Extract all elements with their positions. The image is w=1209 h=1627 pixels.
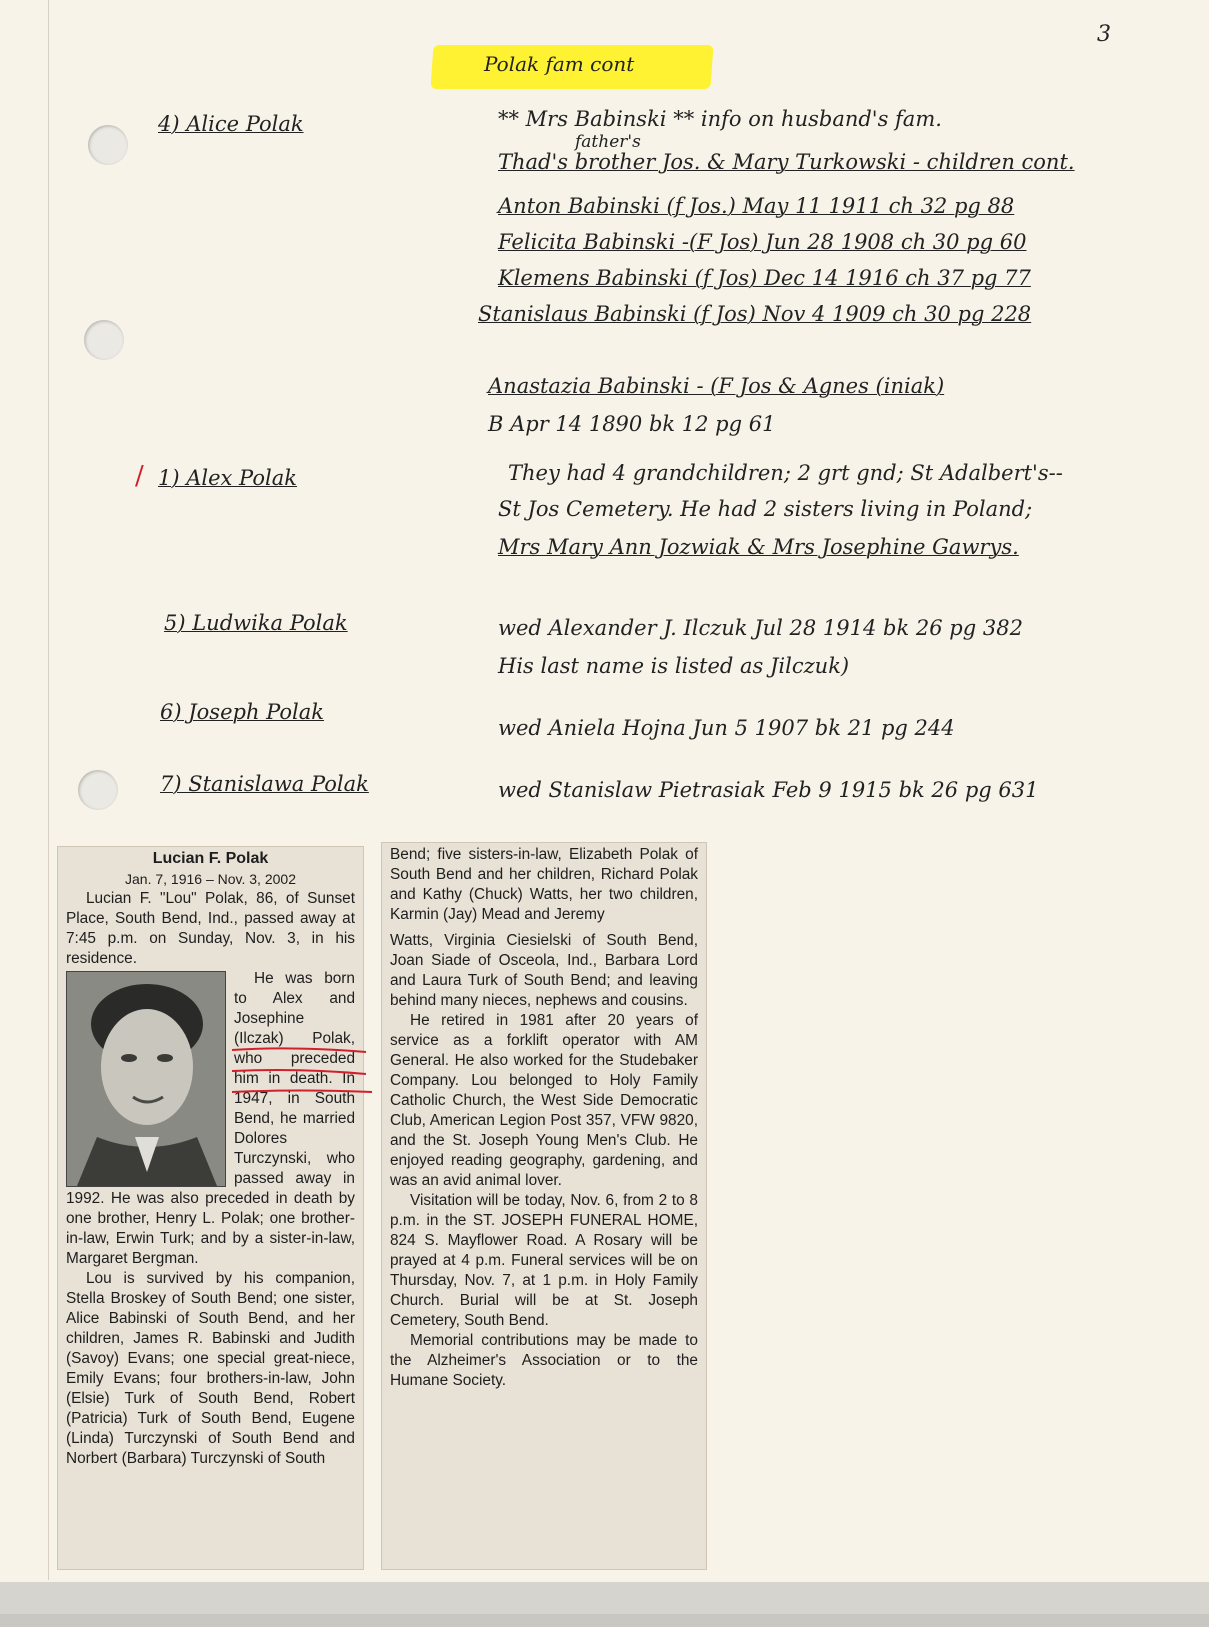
family-member-name: 5) Ludwika Polak bbox=[164, 611, 348, 635]
obituary-paragraph: Memorial contributions may be made to the Alzheimer's Association or to the Humane Society. bbox=[390, 1332, 698, 1389]
note-line: Klemens Babinski (f Jos) Dec 14 1916 ch 37 pg 77 bbox=[498, 266, 1031, 290]
margin-line bbox=[48, 0, 49, 1580]
note-line: Anton Babinski (f Jos.) May 11 1911 ch 32 pg 88 bbox=[498, 194, 1015, 218]
punch-hole bbox=[78, 770, 118, 810]
obituary-paragraph: Bend; five sisters-in-law, Elizabeth Polak of South Bend and her children, Richard Polak and Kathy (Chuck) Watts, her two children, Karmin (Jay) Mead and Jeremy bbox=[390, 846, 698, 923]
punch-hole bbox=[84, 320, 124, 360]
page-number: 3 bbox=[1097, 22, 1111, 47]
note-line: B Apr 14 1890 bk 12 pg 61 bbox=[488, 412, 776, 436]
note-superscript: father's bbox=[575, 132, 641, 152]
note-line: wed Stanislaw Pietrasiak Feb 9 1915 bk 26 pg 631 bbox=[498, 778, 1039, 802]
note-line: wed Aniela Hojna Jun 5 1907 bk 21 pg 244 bbox=[498, 716, 955, 740]
obituary-dates: Jan. 7, 1916 – Nov. 3, 2002 bbox=[125, 871, 296, 887]
red-check-mark: / bbox=[135, 461, 144, 491]
obituary-title: Lucian F. Polak bbox=[152, 850, 269, 867]
note-line: St Jos Cemetery. He had 2 sisters living in Poland; bbox=[498, 497, 1033, 521]
note-line: They had 4 grandchildren; 2 grt gnd; St Adalbert's-- bbox=[508, 461, 1063, 485]
note-line: ** Mrs Babinski ** info on husband's fam. bbox=[498, 107, 942, 131]
note-line: Stanislaus Babinski (f Jos) Nov 4 1909 ch 30 pg 228 bbox=[478, 302, 1032, 326]
obituary-paragraph: He retired in 1981 after 20 years of service as a forklift operator with AM General. He also worked for the Studebaker Company. Lou belonged to Holy Family Catholic Church, the West Side Democratic Club, American Legion Post 357, VFW 9820, and the St. Joseph Young Men's Club. He enjoyed reading geography, gardening, and was an avid animal lover. bbox=[390, 1012, 698, 1189]
family-member-name: 6) Joseph Polak bbox=[160, 700, 325, 724]
portrait-photo bbox=[66, 971, 226, 1187]
family-member-name: 7) Stanislawa Polak bbox=[160, 772, 369, 796]
punch-hole bbox=[88, 125, 128, 165]
obituary-paragraph: Lou is survived by his companion, Stella Broskey of South Bend; one sister, Alice Babinski of South Bend, and her children, James R. Babinski and Judith (Savoy) Evans; one special great-niece, Emily Evans; four brothers-in-law, John (Elsie) Turk of South Bend, Robert (Patricia) Turk of South Bend, Eugene (Linda) Turczynski of South Bend and Norbert (Barbara) Turczynski of South bbox=[66, 1270, 355, 1467]
obituary-clipping-right bbox=[381, 842, 707, 1570]
obituary-clipping-left bbox=[57, 846, 364, 1570]
header-note: Polak fam cont bbox=[484, 52, 635, 76]
obituary-paragraph: Watts, Virginia Ciesielski of South Bend, Joan Siade of Osceola, Ind., Barbara Lord and Laura Turk of South Bend; and leaving behind many nieces, nephews and cousins. bbox=[390, 932, 698, 1009]
scanner-edge-shadow bbox=[0, 1614, 1209, 1627]
note-line: Thad's brother Jos. & Mary Turkowski - children cont. bbox=[498, 150, 1075, 174]
family-member-name: 1) Alex Polak bbox=[158, 466, 297, 490]
note-line: Felicita Babinski -(F Jos) Jun 28 1908 ch 30 pg 60 bbox=[498, 230, 1027, 254]
note-line: Mrs Mary Ann Jozwiak & Mrs Josephine Gawrys. bbox=[498, 535, 1019, 559]
obituary-paragraph: Visitation will be today, Nov. 6, from 2 to 8 p.m. in the ST. JOSEPH FUNERAL HOME, 824 S. Mayflower Road. A Rosary will be prayed at 4 p.m. Funeral services will be on Thursday, Nov. 7, at 1 p.m. in Holy Family Church. Burial will be at St. Joseph Cemetery, South Bend. bbox=[390, 1192, 698, 1329]
family-member-name: 4) Alice Polak bbox=[158, 112, 304, 136]
obituary-paragraph: Lucian F. "Lou" Polak, 86, of Sunset Place, South Bend, Ind., passed away at 7:45 p.m. on Sunday, Nov. 3, in his residence. bbox=[66, 890, 355, 967]
note-line: Anastazia Babinski - (F Jos & Agnes (iniak) bbox=[488, 374, 945, 398]
note-line: wed Alexander J. Ilczuk Jul 28 1914 bk 26 pg 382 bbox=[498, 616, 1023, 640]
obituary-paragraph: He was born to Alex and Josephine (Ilczak) Polak, who preceded him in death. In 1947, in South Bend, he married Dolores Turczynski, who passed away in 1992. He was also preceded in death by one brother, Henry L. Polak; one brother-in-law, Erwin Turk; and by a sister-in-law, Margaret Bergman. bbox=[66, 970, 355, 1267]
note-line: His last name is listed as Jilczuk) bbox=[498, 654, 850, 678]
